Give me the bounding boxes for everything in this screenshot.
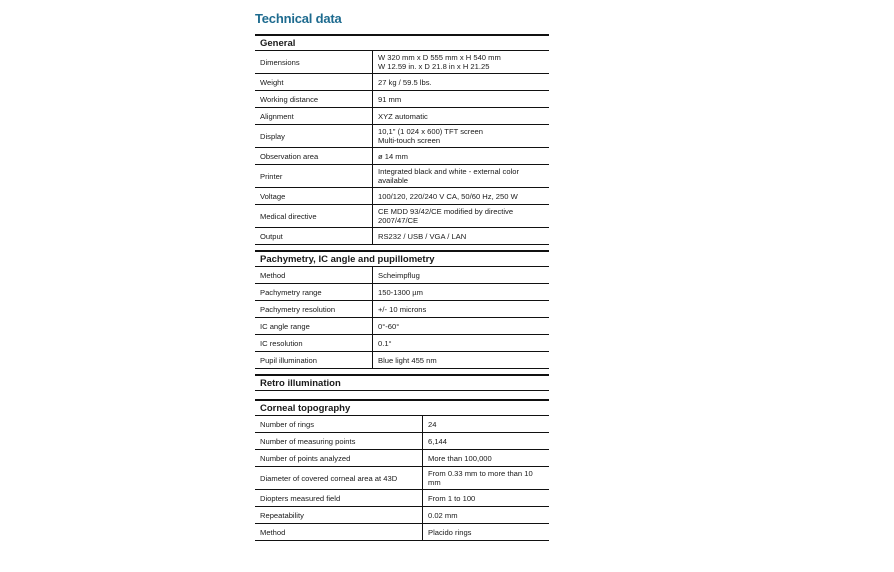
page-title: Technical data bbox=[255, 11, 342, 26]
table-row bbox=[255, 125, 549, 148]
corneal-section bbox=[255, 399, 549, 541]
table-row bbox=[255, 51, 549, 74]
table-row bbox=[255, 318, 549, 335]
row-label: Diameter of covered corneal area at 43D bbox=[255, 467, 423, 489]
table-row bbox=[255, 108, 549, 125]
row-value: ø 14 mm bbox=[378, 151, 408, 161]
section-heading-corneal: Corneal topography bbox=[255, 399, 549, 416]
row-label: IC angle range bbox=[255, 318, 373, 334]
table-row bbox=[255, 416, 549, 433]
row-label: Method bbox=[255, 524, 423, 540]
row-value: +/- 10 microns bbox=[378, 304, 427, 314]
pachymetry-section bbox=[255, 250, 549, 369]
row-value: From 0.33 mm to more than 10 mm bbox=[428, 469, 533, 487]
table-row bbox=[255, 301, 549, 318]
row-label: Medical directive bbox=[255, 205, 373, 227]
section-heading-retro: Retro illumination bbox=[255, 374, 549, 391]
row-label: Number of measuring points bbox=[255, 433, 423, 449]
table-row bbox=[255, 450, 549, 467]
pachymetry-table bbox=[255, 267, 549, 369]
row-value: Placido rings bbox=[428, 527, 472, 537]
row-label: Working distance bbox=[255, 91, 373, 107]
row-value: 0°-60° bbox=[378, 321, 400, 331]
row-label: Observation area bbox=[255, 148, 373, 164]
general-section bbox=[255, 34, 549, 245]
table-row bbox=[255, 228, 549, 245]
table-row bbox=[255, 74, 549, 91]
row-label: Output bbox=[255, 228, 373, 244]
row-label: Pupil illumination bbox=[255, 352, 373, 368]
row-value: CE MDD 93/42/CE modified by directive 2007/47/CE bbox=[378, 207, 514, 225]
table-row bbox=[255, 524, 549, 541]
table-row bbox=[255, 267, 549, 284]
row-label: Display bbox=[255, 125, 373, 147]
row-label: Repeatability bbox=[255, 507, 423, 523]
row-value: Scheimpflug bbox=[378, 270, 420, 280]
table-row bbox=[255, 507, 549, 524]
retro-section bbox=[255, 374, 549, 391]
row-value: 27 kg / 59.5 lbs. bbox=[378, 77, 432, 87]
section-heading-general: General bbox=[255, 34, 549, 51]
table-row bbox=[255, 335, 549, 352]
row-value: 6,144 bbox=[428, 436, 448, 446]
row-value: 24 bbox=[428, 419, 437, 429]
row-value: 100/120, 220/240 V CA, 50/60 Hz, 250 W bbox=[378, 191, 518, 201]
row-label: Printer bbox=[255, 165, 373, 187]
table-row bbox=[255, 352, 549, 369]
table-row bbox=[255, 467, 549, 490]
row-value: 0.02 mm bbox=[428, 510, 458, 520]
corneal-table bbox=[255, 416, 549, 541]
table-row bbox=[255, 284, 549, 301]
row-label: Weight bbox=[255, 74, 373, 90]
table-row bbox=[255, 148, 549, 165]
row-label: Pachymetry resolution bbox=[255, 301, 373, 317]
row-value: From 1 to 100 bbox=[428, 493, 476, 503]
row-value: Integrated black and white - external color available bbox=[378, 167, 519, 185]
table-row bbox=[255, 165, 549, 188]
row-value: 150-1300 µm bbox=[378, 287, 423, 297]
row-value: 10,1" (1 024 x 600) TFT screen Multi-touch screen bbox=[378, 127, 483, 145]
table-row bbox=[255, 490, 549, 507]
row-value: RS232 / USB / VGA / LAN bbox=[378, 231, 467, 241]
row-value: 0.1° bbox=[378, 338, 392, 348]
row-value: 91 mm bbox=[378, 94, 402, 104]
row-value: W 320 mm x D 555 mm x H 540 mm W 12.59 in. x D 21.8 in x H 21.25 bbox=[378, 53, 501, 71]
table-row bbox=[255, 433, 549, 450]
row-label: Voltage bbox=[255, 188, 373, 204]
row-label: Dimensions bbox=[255, 51, 373, 73]
row-label: Alignment bbox=[255, 108, 373, 124]
table-row bbox=[255, 205, 549, 228]
row-label: Number of rings bbox=[255, 416, 423, 432]
general-table bbox=[255, 51, 549, 245]
row-label: Number of points analyzed bbox=[255, 450, 423, 466]
row-value: Blue light 455 nm bbox=[378, 355, 437, 365]
row-label: Diopters measured field bbox=[255, 490, 423, 506]
row-label: IC resolution bbox=[255, 335, 373, 351]
row-value: XYZ automatic bbox=[378, 111, 428, 121]
row-label: Method bbox=[255, 267, 373, 283]
technical-data-sheet bbox=[255, 10, 549, 541]
section-heading-pachymetry: Pachymetry, IC angle and pupillometry bbox=[255, 250, 549, 267]
row-label: Pachymetry range bbox=[255, 284, 373, 300]
row-value: More than 100,000 bbox=[428, 453, 492, 463]
table-row bbox=[255, 91, 549, 108]
table-row bbox=[255, 188, 549, 205]
